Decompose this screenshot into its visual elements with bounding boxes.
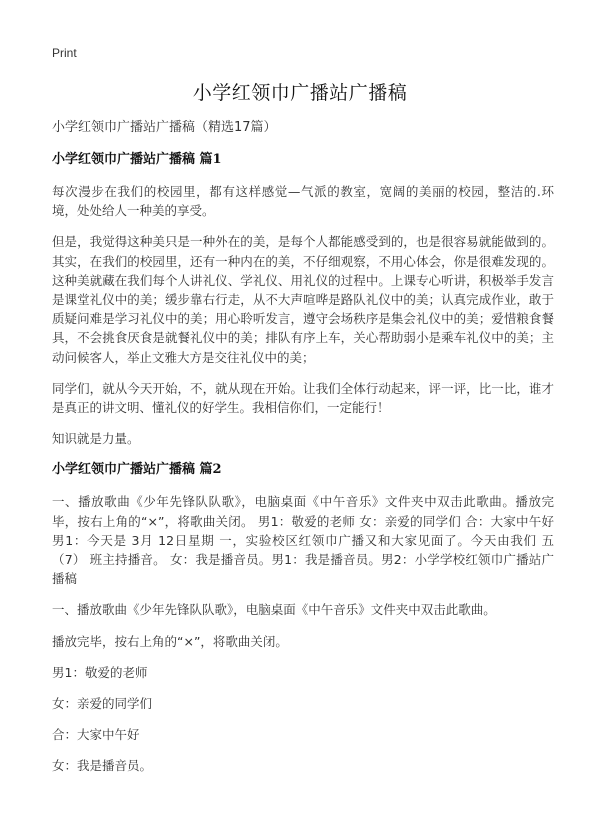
paragraph: 一、播放歌曲《少年先锋队队歌》，电脑桌面《中午音乐》文件夹中双击此歌曲。 [52,602,496,618]
document-subtitle: 小学红领巾广播站广播稿（精选17篇） [52,120,277,135]
paragraph: 一、播放歌曲《少年先锋队队歌》，电脑桌面《中午音乐》文件夹中双击此歌曲。播放完毕，按右上角的“×”，将歌曲关闭。 男1：敬爱的老师 女：亲爱的同学们 合：大家中午好 男1：今天是 3月 12日星期 一，实验校区红领巾广播又和大家见面了。今天由我们 五（7） 班主持播音。 女：我是播音员。男1：我是播音员。男2：小学学校红领巾广播站广播稿 [52,494,554,587]
section-heading-1: 小学红领巾广播站广播稿 篇1 [52,152,222,167]
paragraph: 每次漫步在我们的校园里，都有这样感觉—气派的教室，宽阔的美丽的校园，整洁的.环境，处处给人一种美的享受。 [52,184,554,219]
paragraph: 女：亲爱的同学们 [52,696,153,712]
print-link[interactable]: Print [52,46,77,60]
paragraph: 女：我是播音员。 [52,758,153,774]
page-title: 小学红领巾广播站广播稿 [192,82,408,104]
section-heading-2: 小学红领巾广播站广播稿 篇2 [52,462,222,478]
paragraph: 播放完毕，按右上角的“×”，将歌曲关闭。 [52,633,288,649]
paragraph: 男1：敬爱的老师 [52,664,148,680]
paragraph: 但是，我觉得这种美只是一种外在的美，是每个人都能感受到的，也是很容易就能做到的。其实，在我们的校园里，还有一种内在的美，不仔细观察，不用心体会，你是很难发现的。这种美就藏在我们每个人讲礼仪、学礼仪、用礼仪的过程中。上课专心听讲，积极举手发言是课堂礼仪中的美；缓步靠右行走，从不大声喧哗是路队礼仪中的美；认真完成作业，敢于质疑问难是学习礼仪中的美；用心聆听发言，遵守会场秩序是集会礼仪中的美；爱惜粮食餐具，不会挑食厌食是就餐礼仪中的美；排队有序上车，关心帮助弱小是乘车礼仪中的美；主动问候客人，举止文雅大方是交往礼仪中的美； [52,234,554,365]
paragraph: 知识就是力量。 [52,431,140,447]
paragraph: 合：大家中午好 [52,727,140,743]
document-body [52,118,554,788]
paragraph: 同学们，就从今天开始，不，就从现在开始。让我们全体行动起来，评一评，比一比，谁才是真正的讲文明、懂礼仪的好学生。我相信你们，一定能行！ [52,380,554,416]
